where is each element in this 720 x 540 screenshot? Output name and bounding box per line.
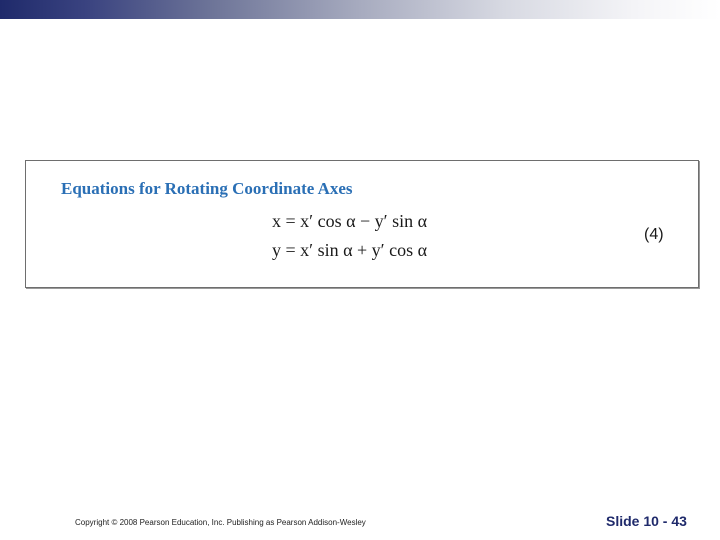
equation-number: (4): [644, 226, 664, 243]
equation-x: x = x′ cos α − y′ sin α: [272, 211, 428, 231]
title-gradient-bar: [0, 0, 720, 19]
equation-y: y = x′ sin α + y′ cos α: [272, 240, 428, 260]
box-title: Equations for Rotating Coordinate Axes: [61, 179, 353, 198]
copyright-text: Copyright © 2008 Pearson Education, Inc. Publishing as Pearson Addison-Wesley: [75, 518, 366, 527]
slide-number: Slide 10 - 43: [606, 513, 687, 529]
equation-box: [25, 160, 699, 288]
